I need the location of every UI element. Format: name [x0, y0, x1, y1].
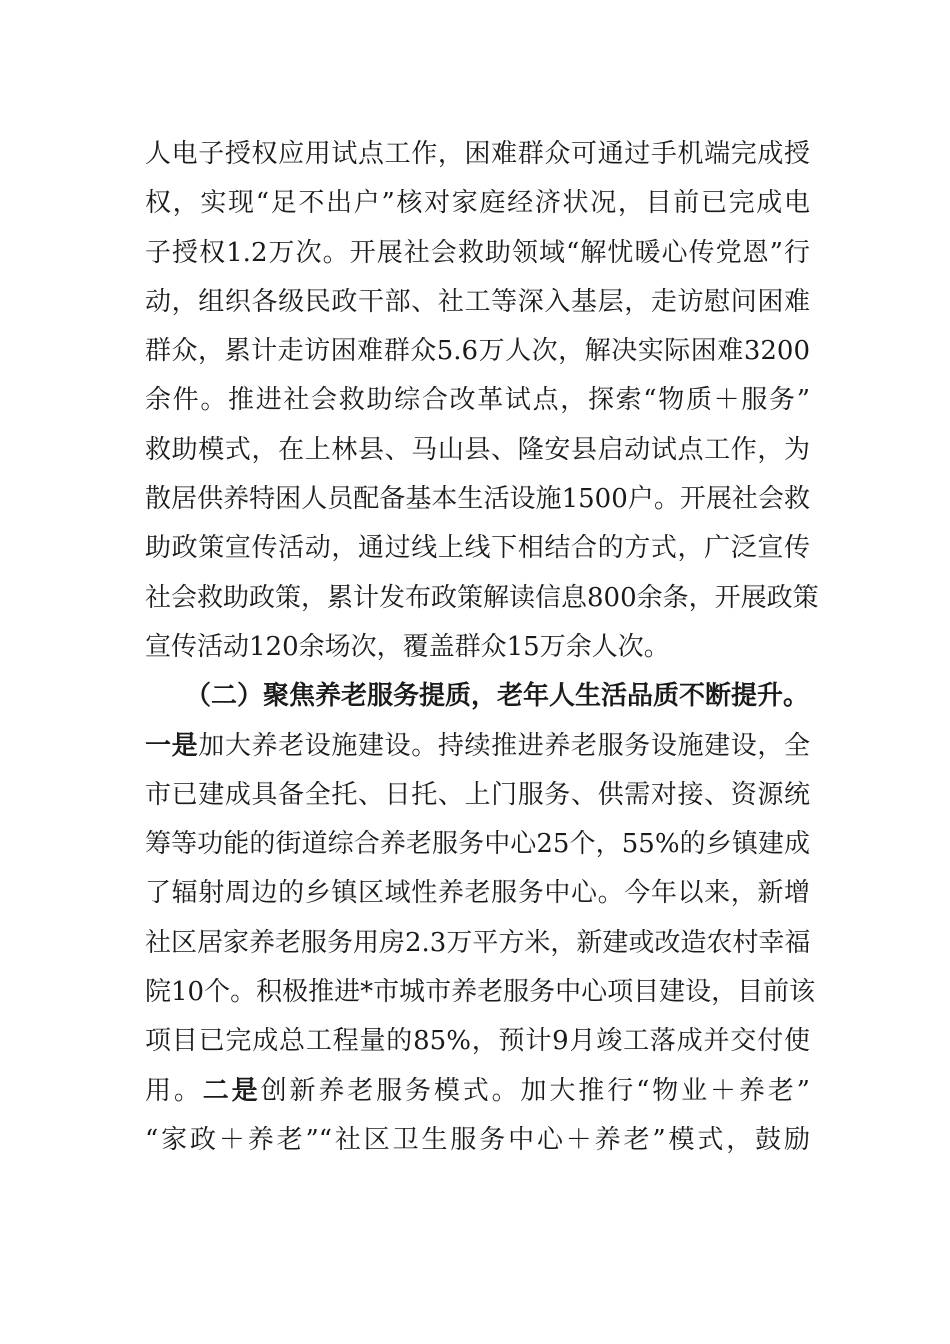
body-text: [145, 130, 819, 1165]
text-line: [145, 1067, 810, 1116]
bold-lead: 一是: [145, 730, 199, 761]
section-heading: （二）聚焦养老服务提质，老年人生活品质不断提升。: [185, 681, 810, 712]
text-line: 社会救助政策，累计发布政策解读信息800余条，开展政策: [145, 582, 819, 613]
text-span: 创新养老服务模式。加大推行“物业＋养老”: [260, 1075, 810, 1106]
text-line: 市已建成具备全托、日托、上门服务、供需对接、资源统: [145, 779, 810, 810]
text-span: 加大养老设施建设。持续推进养老服务设施建设，全: [198, 730, 810, 761]
text-line: 权，实现“足不出户”核对家庭经济状况，目前已完成电: [145, 188, 810, 219]
text-line: 动，组织各级民政干部、社工等深入基层，走访慰问困难: [145, 286, 810, 317]
text-line: “家政＋养老”“社区卫生服务中心＋养老”模式，鼓励: [145, 1124, 810, 1155]
text-line: 余件。推进社会救助综合改革试点，探索“物质＋服务”: [145, 385, 810, 416]
text-line: 人电子授权应用试点工作，困难群众可通过手机端完成授: [145, 139, 810, 169]
text-line: 了辐射周边的乡镇区域性养老服务中心。今年以来，新增: [145, 878, 810, 909]
text-line: 子授权1.2万次。开展社会救助领域“解忧暖心传党恩”行: [145, 237, 810, 268]
bold-lead: 二是: [202, 1075, 261, 1106]
text-line: 社区居家养老服务用房2.3万平方米，新建或改造农村幸福: [145, 927, 811, 958]
text-line: [145, 722, 810, 771]
text-span: 用。: [145, 1075, 203, 1106]
text-line: 项目已完成总工程量的85%，预计9月竣工落成并交付使: [145, 1026, 810, 1057]
text-line: 筹等功能的街道综合养老服务中心25个，55%的乡镇建成: [145, 829, 810, 860]
text-line: 救助模式，在上林县、马山县、隆安县启动试点工作，为: [145, 434, 810, 465]
text-line: 散居供养特困人员配备基本生活设施1500户。开展社会救: [145, 484, 810, 515]
text-line: 院10个。积极推进*市城市养老服务中心项目建设，目前该: [145, 977, 816, 1008]
text-line: 宣传活动120余场次，覆盖群众15万余人次。: [145, 631, 670, 662]
text-line: 助政策宣传活动，通过线上线下相结合的方式，广泛宣传: [145, 533, 810, 564]
text-line: 群众，累计走访困难群众5.6万人次，解决实际困难3200: [145, 336, 810, 367]
